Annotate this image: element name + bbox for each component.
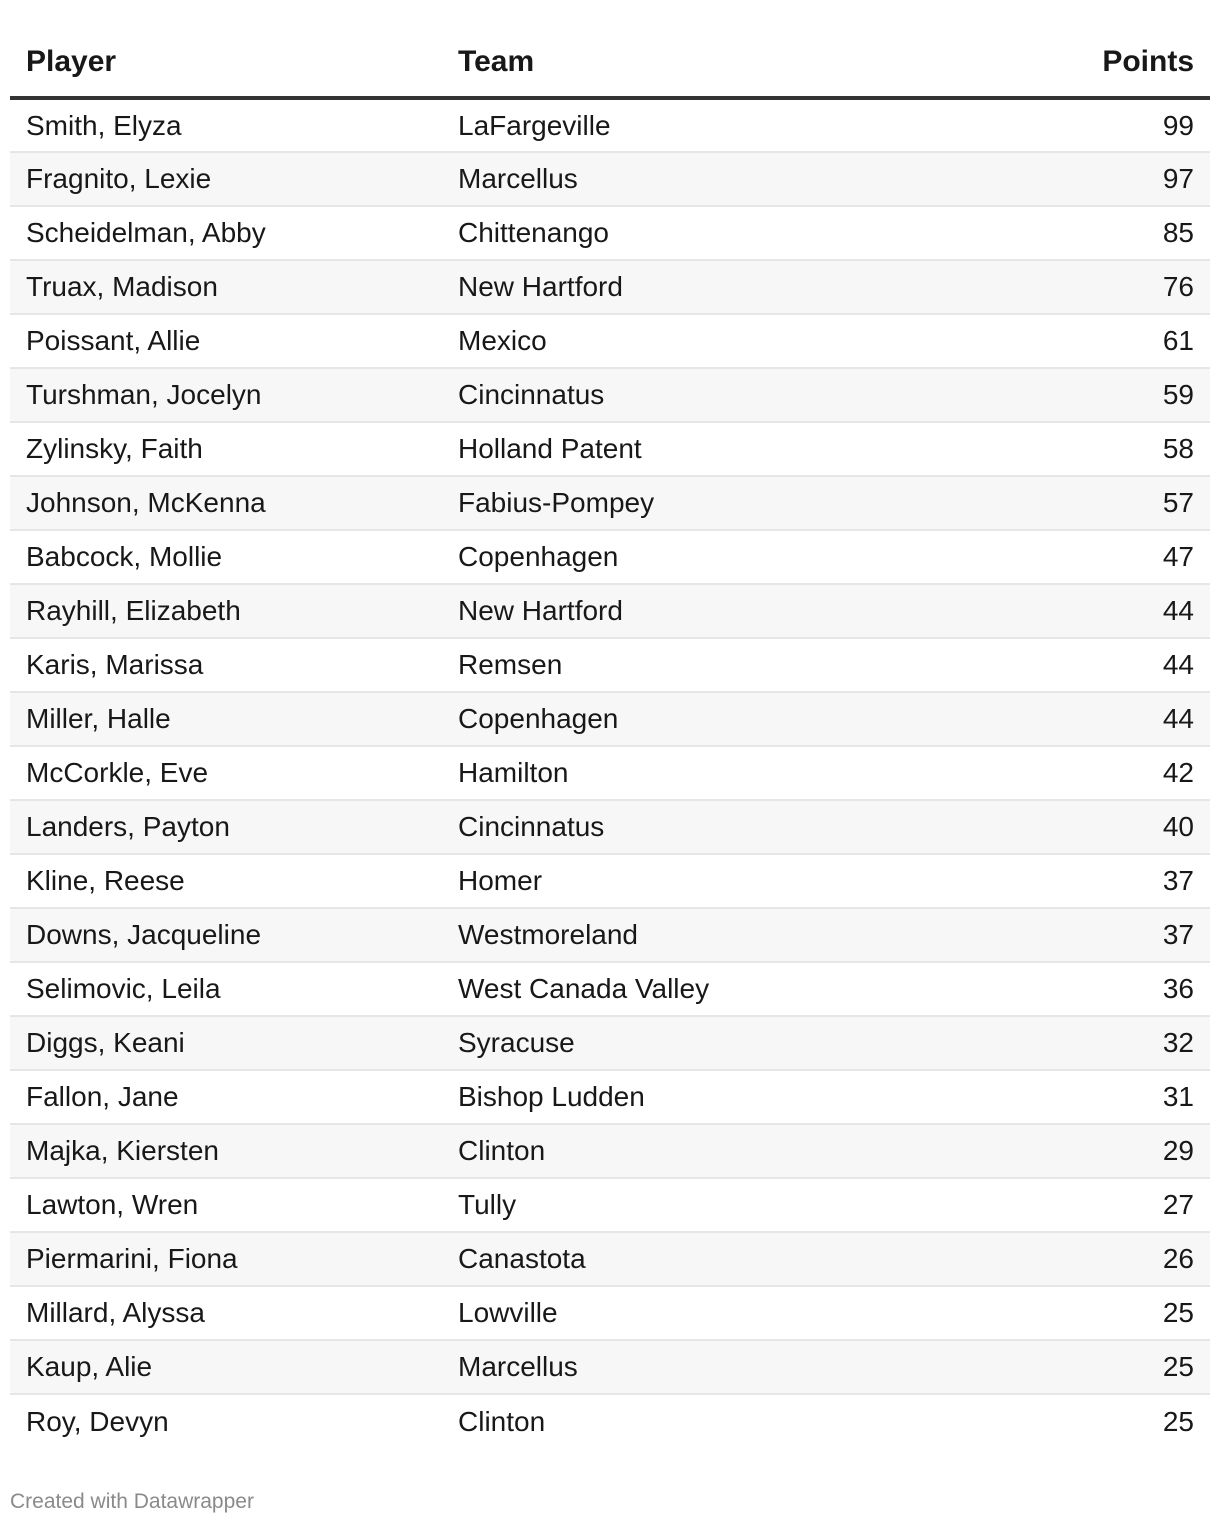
team-cell: Copenhagen [442, 692, 1042, 746]
table-row [10, 854, 1210, 908]
points-cell: 99 [1042, 98, 1210, 152]
team-cell: Marcellus [442, 152, 1042, 206]
player-cell: Miller, Halle [10, 692, 442, 746]
table-row [10, 1016, 1210, 1070]
player-cell: Kline, Reese [10, 854, 442, 908]
team-cell: Lowville [442, 1286, 1042, 1340]
player-cell: Majka, Kiersten [10, 1124, 442, 1178]
points-cell: 42 [1042, 746, 1210, 800]
player-cell: Johnson, McKenna [10, 476, 442, 530]
table-row [10, 1070, 1210, 1124]
points-cell: 44 [1042, 584, 1210, 638]
team-cell: Holland Patent [442, 422, 1042, 476]
footer-credit: Created with Datawrapper [10, 1490, 254, 1513]
points-cell: 27 [1042, 1178, 1210, 1232]
team-cell: Cincinnatus [442, 368, 1042, 422]
player-cell: Fallon, Jane [10, 1070, 442, 1124]
team-cell: Marcellus [442, 1340, 1042, 1394]
points-cell: 37 [1042, 908, 1210, 962]
points-cell: 25 [1042, 1340, 1210, 1394]
points-cell: 29 [1042, 1124, 1210, 1178]
team-cell: Copenhagen [442, 530, 1042, 584]
team-cell: New Hartford [442, 260, 1042, 314]
table-row [10, 206, 1210, 260]
team-cell: Westmoreland [442, 908, 1042, 962]
player-cell: Lawton, Wren [10, 1178, 442, 1232]
table-row [10, 908, 1210, 962]
player-cell: Truax, Madison [10, 260, 442, 314]
team-cell: Mexico [442, 314, 1042, 368]
team-cell: Cincinnatus [442, 800, 1042, 854]
table-row [10, 1124, 1210, 1178]
player-cell: Piermarini, Fiona [10, 1232, 442, 1286]
points-cell: 37 [1042, 854, 1210, 908]
table-row [10, 692, 1210, 746]
points-cell: 97 [1042, 152, 1210, 206]
table-body [10, 98, 1210, 1448]
data-table-container [10, 28, 1210, 1448]
player-cell: Landers, Payton [10, 800, 442, 854]
team-cell: Chittenango [442, 206, 1042, 260]
team-cell: West Canada Valley [442, 962, 1042, 1016]
table-header [10, 28, 1210, 98]
table-row [10, 584, 1210, 638]
table-row [10, 800, 1210, 854]
table-row [10, 260, 1210, 314]
points-cell: 26 [1042, 1232, 1210, 1286]
player-cell: Smith, Elyza [10, 98, 442, 152]
points-cell: 58 [1042, 422, 1210, 476]
team-cell: Clinton [458, 1405, 546, 1437]
points-cell: 57 [1042, 476, 1210, 530]
player-cell: Babcock, Mollie [10, 530, 442, 584]
points-cell: 31 [1042, 1070, 1210, 1124]
team-cell: Syracuse [442, 1016, 1042, 1070]
table-row [10, 1286, 1210, 1340]
points-cell: 25 [1042, 1286, 1210, 1340]
table-row [10, 638, 1210, 692]
player-cell: Poissant, Allie [10, 314, 442, 368]
table-row [10, 368, 1210, 422]
data-table [10, 28, 1210, 1448]
points-cell: 59 [1042, 368, 1210, 422]
player-cell: Scheidelman, Abby [10, 206, 442, 260]
player-cell: Karis, Marissa [10, 638, 442, 692]
points-cell: 25 [1162, 1405, 1194, 1437]
player-cell: Diggs, Keani [10, 1016, 442, 1070]
team-cell: Remsen [442, 638, 1042, 692]
player-cell: Kaup, Alie [10, 1340, 442, 1394]
team-cell: Clinton [442, 1124, 1042, 1178]
player-cell: Selimovic, Leila [10, 962, 442, 1016]
points-cell: 61 [1042, 314, 1210, 368]
team-cell: Bishop Ludden [442, 1070, 1042, 1124]
column-header-player[interactable]: Player [10, 28, 442, 98]
table-row [10, 1340, 1210, 1394]
player-cell: Zylinsky, Faith [10, 422, 442, 476]
table-row [10, 314, 1210, 368]
team-cell: LaFargeville [442, 98, 1042, 152]
points-cell: 44 [1042, 692, 1210, 746]
table-row [10, 962, 1210, 1016]
player-cell: McCorkle, Eve [10, 746, 442, 800]
table-row [10, 1178, 1210, 1232]
table-row [10, 1394, 1210, 1448]
team-cell: Homer [442, 854, 1042, 908]
column-header-points[interactable]: Points [1042, 28, 1210, 98]
team-cell: Canastota [442, 1232, 1042, 1286]
player-cell: Downs, Jacqueline [10, 908, 442, 962]
player-cell: Millard, Alyssa [10, 1286, 442, 1340]
table-row [10, 422, 1210, 476]
points-cell: 36 [1042, 962, 1210, 1016]
team-cell: Tully [442, 1178, 1042, 1232]
points-cell: 76 [1042, 260, 1210, 314]
points-cell: 32 [1042, 1016, 1210, 1070]
table-row [10, 530, 1210, 584]
player-cell: Turshman, Jocelyn [10, 368, 442, 422]
team-cell: Hamilton [442, 746, 1042, 800]
points-cell: 85 [1042, 206, 1210, 260]
points-cell: 47 [1042, 530, 1210, 584]
points-cell: 40 [1042, 800, 1210, 854]
team-cell: Fabius-Pompey [442, 476, 1042, 530]
header-row [10, 28, 1210, 98]
table-row [10, 746, 1210, 800]
player-cell: Rayhill, Elizabeth [10, 584, 442, 638]
table-row [10, 476, 1210, 530]
team-cell: New Hartford [442, 584, 1042, 638]
player-cell: Fragnito, Lexie [10, 152, 442, 206]
table-row [10, 152, 1210, 206]
player-cell: Roy, Devyn [26, 1405, 169, 1437]
points-cell: 44 [1042, 638, 1210, 692]
table-row [10, 98, 1210, 152]
column-header-team[interactable]: Team [442, 28, 1042, 98]
table-row [10, 1232, 1210, 1286]
